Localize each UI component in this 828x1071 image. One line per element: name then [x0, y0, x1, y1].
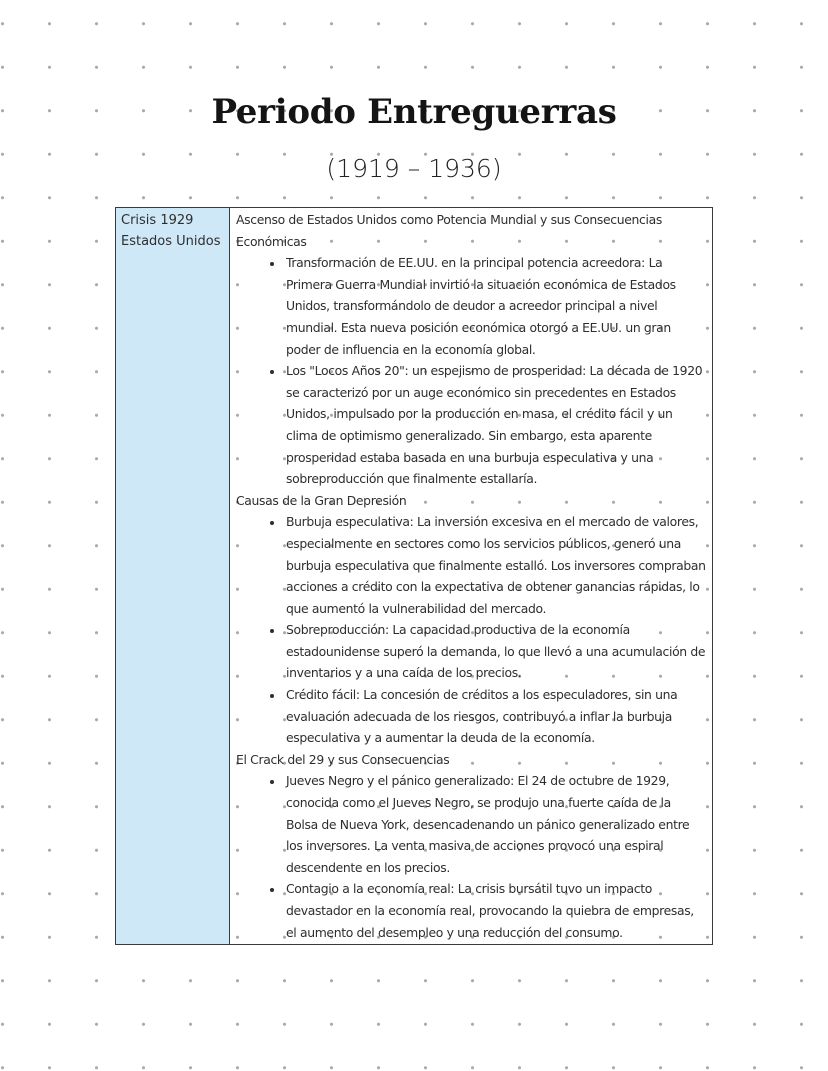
list-item: • Sobreproducción: La capacidad productiva de la economía estadounidense superó la demanda, lo que llevó a una acumulación de inventarios y a una caída de los precios. — [284, 619, 706, 684]
notes-table — [115, 207, 713, 945]
topic-cell — [116, 208, 230, 944]
bullet-list — [236, 770, 706, 943]
bullet-list — [236, 252, 706, 490]
section-causas — [236, 490, 706, 749]
page-title: Periodo Entreguerras — [211, 92, 617, 132]
section-heading: Causas de la Gran Depresión — [236, 492, 407, 508]
list-item: • Los "Locos Años 20": un espejismo de prosperidad: La década de 1920 se caracterizó por un auge económico sin precedentes en Estados Unidos, impulsado por la producción en masa, el crédito fácil y un clima de optimismo generalizado. Sin embargo, esta aparente prosperidad estaba basada en una burbuja especulativa y una sobreproducción que finalmente estallaría. — [284, 360, 706, 490]
section-heading: Ascenso de Estados Unidos como Potencia Mundial y sus Consecuencias Económicas — [236, 212, 662, 249]
page-subtitle-years: (1919 – 1936) — [326, 154, 502, 183]
list-item: • Transformación de EE.UU. en la principal potencia acreedora: La Primera Guerra Mundial invirtió la situación económica de Estados Unidos, transformándolo de deudor a acreedor principal a nivel mundial. Esta nueva posición económica otorgó a EE.UU. un gran poder de influencia en la economía global. — [284, 252, 706, 360]
list-item: • Crédito fácil: La concesión de créditos a los especuladores, sin una evaluación adecuada de los riesgos, contribuyó a inflar la burbuja especulativa y a aumentar la deuda de la economía. — [284, 684, 706, 749]
list-item: • Jueves Negro y el pánico generalizado: El 24 de octubre de 1929, conocida como el Jueves Negro, se produjo una fuerte caída de la Bolsa de Nueva York, desencadenando un pánico generalizado entre los inversores. La venta masiva de acciones provocó una espiral descendente en los precios. — [284, 770, 706, 878]
section-ascenso — [236, 209, 706, 490]
list-item: • Burbuja especulativa: La inversión excesiva en el mercado de valores, especialmente en sectores como los servicios públicos, generó una burbuja especulativa que finalmente estalló. Los inversores compraban acciones a crédito con la expectativa de obtener ganancias rápidas, lo que aumentó la vulnerabilidad del mercado. — [284, 511, 706, 619]
section-heading: El Crack del 29 y sus Consecuencias — [236, 751, 450, 767]
section-crack — [236, 749, 706, 943]
bullet-list — [236, 511, 706, 749]
content-cell — [230, 208, 712, 944]
topic-line-2: Estados Unidos — [121, 234, 221, 249]
topic-line-1: Crisis 1929 — [121, 213, 194, 228]
list-item: • Contagio a la economía real: La crisis bursátil tuvo un impacto devastador en la economía real, provocando la quiebra de empresas, el aumento del desempleo y una reducción del consumo. — [284, 878, 706, 943]
